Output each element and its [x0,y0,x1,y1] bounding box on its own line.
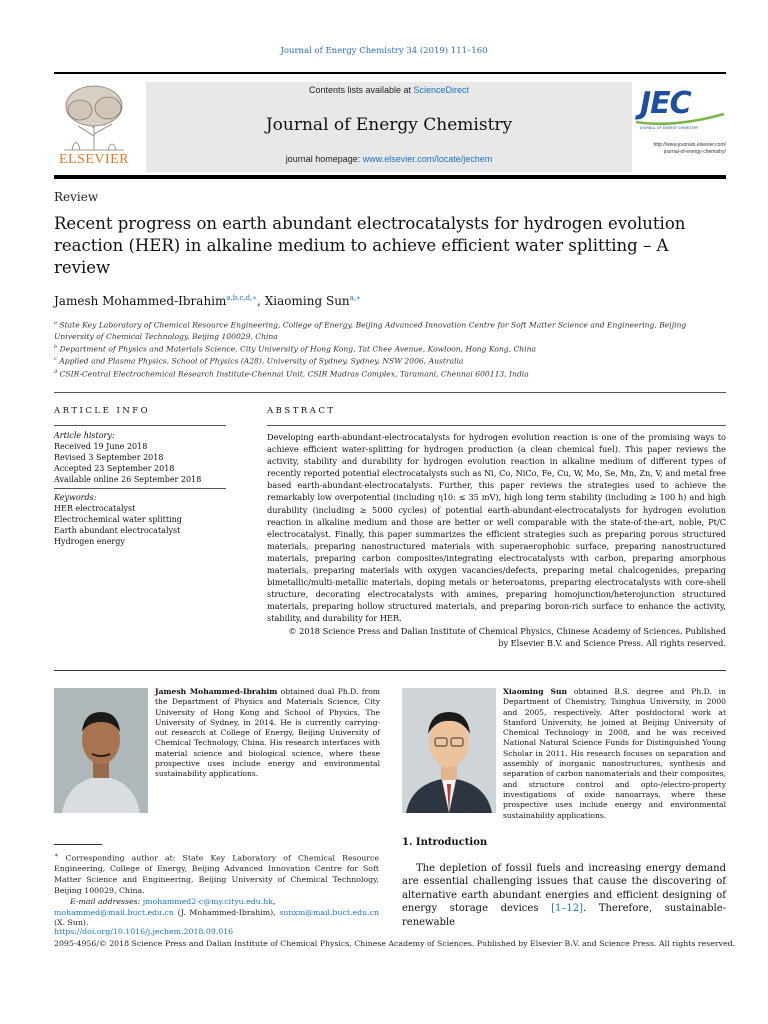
author-bio [503,687,726,821]
elsevier-wordmark: ELSEVIER [58,152,130,167]
copyright-line: by Elsevier B.V. and Science Press. All rights reserved. [498,637,726,648]
email-link[interactable]: mohammed@mail.buct.edu.cn [54,907,174,917]
author-portrait-icon [54,688,148,813]
author-name: Jamesh Mohammed-Ibrahim [54,294,227,308]
affiliation [54,342,714,355]
affiliation-mark: d [54,368,58,375]
author-separator: , [257,294,265,308]
history-item: Revised 3 September 2018 [54,453,164,462]
header-top-rule [54,72,726,74]
affiliation [54,367,714,380]
introduction-paragraph [402,862,726,929]
issn-copyright-line: 2095-4956/© 2018 Science Press and Dalian Institute of Chemical Physics, Chinese Academy of Sciences. Published by Elsevier B.V. and Science Press. All rights reserved. [54,939,736,948]
jec-url-line-2: journal-of-energy-chemistry/ [663,149,726,155]
jec-wordmark: JEC [640,86,691,121]
jec-subtitle: JOURNAL OF ENERGY CHEMISTRY [640,126,699,130]
keyword-item: HER electrocatalyst [54,504,136,513]
author-portrait-icon [402,688,496,813]
affiliation-mark: c [54,356,57,363]
abstract-body: Developing earth-abundant-electrocatalysts for hydrogen evolution reaction is one of the promising ways to achieve efficient water-splitting for hydrogen production (a clean chemical fuel). This paper reviews the activity, stability and durability for hydrogen evolution reaction in alkaline medium of different types of recently reported potential electrocatalysts such as Ni, Co, NiCo, Fe, Cu, W, Mo, Se, Mn, Zn, V, and metal free based earth-abundant-electrocatalysts. Further, this paper reviews the strategies used to achieve the remarkably low overpotential (including η10: ≤ 35 mV), high long term stability (including ≥ 100 h) and high durability (including ≥ 5000 cycles) of potential earth-abundant-electrocatalysts for hydrogen evolution reaction in alkaline medium and those are better or well comparable with the state-of-the-art, noble, Pt/C electrocatalyst. Finally, this paper summarizes the efficient strategies such as preparing porous structured materials, preparing nanostructured materials with superaerophobic surface, preparing nanostructured materials, preparing carbon composites/integrating electrocatalysts with carbon, preparing amorphous materials, preparing materials with oxygen vacancies/defects, preparing metal chalcogenides, preparing bimetallic/multi-metallic materials, doping metals or heteroatoms, preparing electrocatalysts with core-shell structure, decorating electrocatalysts with amines, preparing homojunction/heterojunction structured materials, preparing hollow structured materials, and preparing boron-rich surface to enhance the activity, stability, and durability for HER. [267,432,726,624]
affiliation-text: CSIR-Central Electrochemical Research Institute-Chennai Unit, CSIR Madras Complex, Taramani, Chennai 600113, India [59,369,529,379]
email-owner: (J. Mohammed-Ibrahim), [173,907,280,917]
author-bio [155,687,380,780]
author-name: Xiaoming Sun [264,294,350,308]
affiliation-mark: b [54,343,58,350]
author-photo [402,688,496,813]
bio-divider [54,670,726,671]
bio-text: obtained B.S. degree and Ph.D. in Department of Chemistry, Tsinghua University, in 2000 and 2005, respectively. After postdoctoral work at Stanford University, he joined at Beijing University of Chemical Technology in 2008, and he was received National Natural Science Funds for Distinguished Young Scholar in 2011. His research focuses on separation and assembly of inorganic nanostructures, synthesis and separation of carbon nanomaterials and their composites, and structure control and opto-/electro-property investigations of oxide nanoarrays, where these prospective uses include energy and environmental sustainability applications. [503,687,726,820]
intro-text: . Therefore, sustainable-renewable [402,903,726,928]
homepage-label: journal homepage: [285,154,363,164]
keywords-label: Keywords: [54,493,97,502]
corresponding-author-note [54,850,379,929]
journal-banner [146,82,632,172]
author-affil-marks[interactable]: a,b,c,d,∗ [226,294,258,302]
doi-link[interactable]: https://doi.org/10.1016/j.jechem.2018.09.016 [54,927,234,936]
bio-author-name: Xiaoming Sun [503,687,568,696]
footnote-mark: ∗ [54,851,59,859]
bio-text: obtained dual Ph.D. from the Department of Physics and Materials Science, City University of Hong Kong and School of Physics, The University of Sydney, in 2014. He is currently carrying-out research at College of Energy, Beijing University of Chemical Technology, China. His research interfaces with material science and biological science, where these prospective uses include energy and environmental sustainability applications. [155,687,380,779]
abstract-heading: ABSTRACT [267,406,336,416]
contents-label: Contents lists available at [308,85,414,95]
affiliation-mark: a [54,320,57,326]
history-item: Received 19 June 2018 [54,442,148,451]
journal-header [54,80,726,174]
keyword-item: Earth abundant electrocatalyst [54,526,181,535]
abstract-copyright [267,625,726,649]
affiliation [54,354,714,367]
keywords [54,492,226,547]
homepage-link[interactable]: www.elsevier.com/locate/jechem [362,154,493,164]
article-history [54,430,226,485]
journal-citation[interactable]: Journal of Energy Chemistry 34 (2019) 111–160 [280,46,488,56]
homepage-line [146,154,632,164]
bio-author-name: Jamesh Mohammed-Ibrahim [155,687,278,696]
history-label: Article history: [54,431,115,440]
footnote-emails [54,897,379,908]
reference-link[interactable]: [1–12] [551,903,583,915]
author-photo [54,688,148,813]
affiliation [54,318,714,342]
affiliation-list [54,318,714,379]
elsevier-tree-icon [54,80,134,154]
history-item: Available online 26 September 2018 [54,475,202,484]
affiliation-text: Applied and Plasma Physics, School of Physics (A28), University of Sydney, Sydney, NSW 2006, Australia [59,356,464,366]
affiliation-text: Department of Physics and Materials Science, City University of Hong Kong, Tat Chee Avenue, Kowloon, Hong Kong, China [59,344,536,354]
email-separator: , [273,896,276,906]
copyright-line: © 2018 Science Press and Dalian Institute of Chemical Physics, Chinese Academy of Sciences. Published [288,625,726,636]
jec-logo[interactable] [634,86,726,136]
article-info-rule [54,425,226,426]
author-list [54,294,361,308]
footnote-rule [54,844,102,845]
section-heading-introduction: 1. Introduction [402,837,488,848]
section-divider [54,392,726,393]
email-link[interactable]: jmohammed2-c@my.cityu.edu.hk [142,896,274,906]
keywords-rule [54,488,226,489]
jec-url[interactable] [632,142,726,156]
email-label: E-mail addresses: [70,896,143,906]
keyword-item: Hydrogen energy [54,537,125,546]
sciencedirect-link[interactable]: ScienceDirect [413,85,470,95]
article-type: Review [54,190,99,204]
author-affil-marks[interactable]: a,∗ [349,294,361,302]
journal-title: Journal of Energy Chemistry [265,115,513,135]
email-link[interactable]: sunxm@mail.buct.edu.cn [279,907,379,917]
article-title: Recent progress on earth abundant electrocatalysts for hydrogen evolution reaction (HER) in alkaline medium to achieve efficient water splitting – A review [54,214,686,277]
history-item: Accepted 23 September 2018 [54,464,175,473]
contents-line [146,85,632,95]
abstract-rule [267,425,726,426]
affiliation-text: State Key Laboratory of Chemical Resource Engineering, College of Energy, Beijing Advanced Innovation Centre for Soft Matter Science and Engineering, Beijing University of Chemical Technology, Beijing 100029, China [54,320,687,341]
jec-url-line-1: http://www.journals.elsevier.com/ [653,142,726,148]
keyword-item: Electrochemical water splitting [54,515,182,524]
header-bottom-rule [54,175,726,179]
article-info-heading: ARTICLE INFO [54,406,151,416]
footnote-text: Corresponding author at: State Key Laboratory of Chemical Resource Engineering, College of Energy, Beijing Advanced Innovation Centre for Soft Matter Science and Engineering, Beijing University of Chemical Technology, Beijing 100029, China. [54,853,379,895]
footnote-emails-cont [54,908,379,930]
intro-text: The depletion of fossil fuels and increasing energy demand are essential challenging issues that cause the discovering of alternative earth abundant energies and efficient designing of energy storage devices [402,863,726,915]
elsevier-logo[interactable] [54,80,134,172]
abstract [267,431,726,649]
email-owner: (X. Sun). [54,918,89,928]
